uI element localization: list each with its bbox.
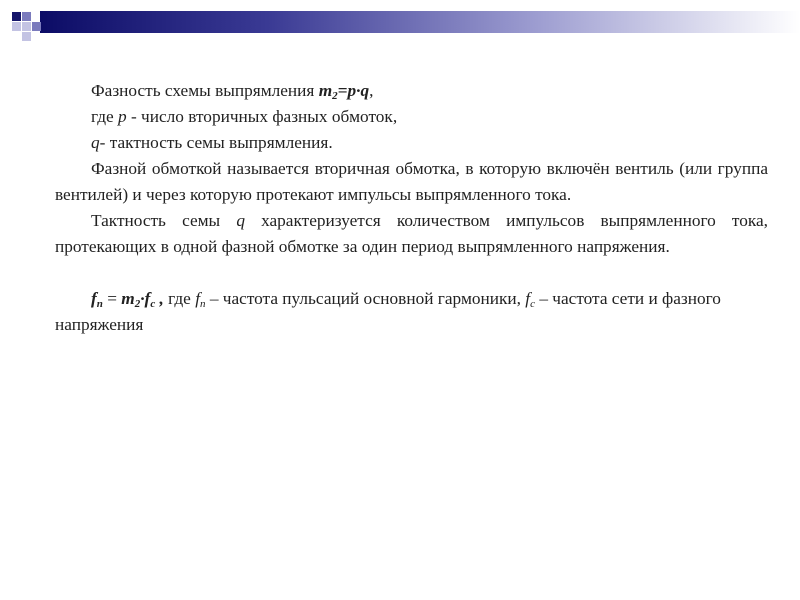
formula-sub-2: 2 [134,298,141,310]
fn-definition: – частота пульсаций основной гармоники, [205,289,526,308]
frequency-formula [91,289,164,308]
var-fn [195,289,205,308]
var-f: f [195,289,200,308]
where-text: где [163,289,196,308]
title-decoration-bar [0,0,800,48]
formula-m: m [318,81,333,100]
deco-square-light [12,22,21,31]
formula-sub-n: п [96,298,103,310]
deco-square-light [22,22,31,31]
phase-count-text: Фазность схемы выпрямления [91,81,319,100]
q-definition-line [55,130,768,156]
formula-pq: =p·q [337,81,370,100]
phase-count-line [55,78,768,104]
slide-content [55,78,768,338]
formula-sub-2: 2 [332,90,338,102]
phase-count-formula [319,81,369,100]
fc-definition: – частота сети и фазного напряжения [55,289,721,334]
var-p: p [118,107,127,126]
where-text: где [91,107,119,126]
var-q: q [236,211,245,230]
phase-winding-paragraph: Фазной обмоткой называется вторичная обмотка, в которую включён вентиль (или группа вентилей) и через которую протекают импульсы выпрямленного тока. [55,159,768,204]
var-sub-c: c [530,298,535,310]
var-sub-n: п [200,298,206,310]
deco-square-mid [22,12,31,21]
formula-comma: , [155,289,164,308]
frequency-formula-paragraph [55,286,768,338]
deco-square-light [22,32,31,41]
deco-square-mid [32,22,41,31]
tact-text-rest: характеризуется количеством импульсов выпрямленного тока, протекающих в одной фазной обмотке за один период выпрямленного напряжения. [55,211,768,256]
tact-paragraph [55,208,768,260]
formula-sub-c: c [150,298,156,310]
deco-square-dark [12,12,21,21]
comma: , [369,81,374,100]
formula-dot-f: ·f [140,289,151,308]
var-f: f [525,289,531,308]
var-fc [525,289,535,308]
p-definition-line [55,104,768,130]
formula-equals: = [102,289,122,308]
tact-text-start: Тактность семы [91,211,237,230]
gradient-band [40,11,800,33]
formula-m: m [121,289,135,308]
q-definition-text: - тактность семы выпрямления. [99,133,333,152]
spacer [55,260,768,286]
p-definition-text: - число вторичных фазных обмоток, [126,107,398,126]
var-q: q [91,133,100,152]
formula-f: f [91,289,97,308]
